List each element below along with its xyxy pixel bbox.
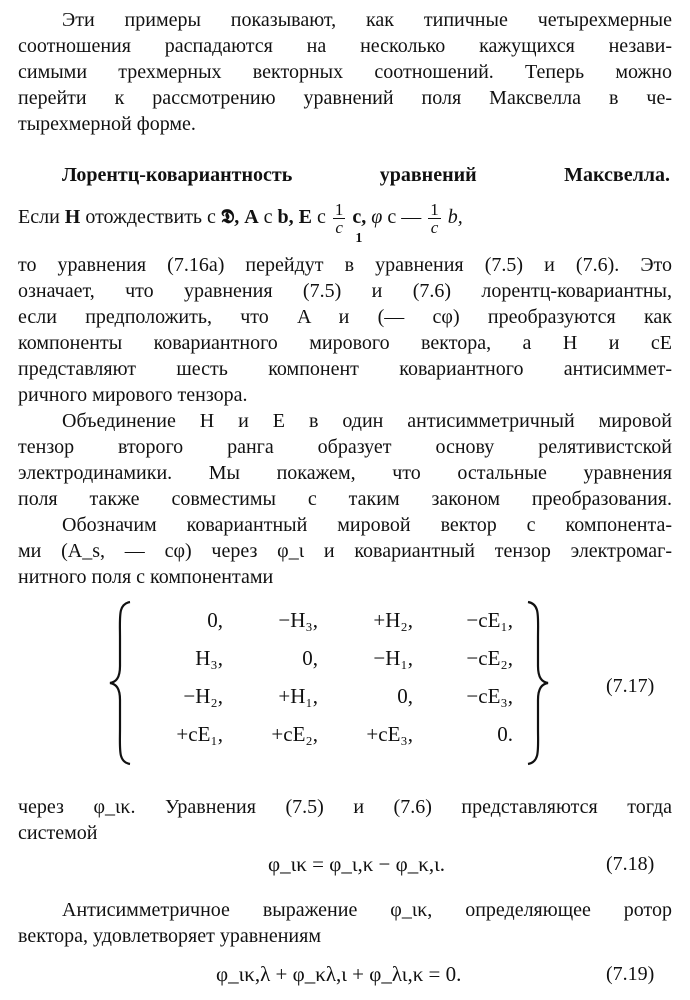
symbol-c1 [352, 206, 367, 247]
symbol-b: b, [447, 206, 463, 229]
equation-number: (7.17) [606, 675, 655, 697]
matrix-cell: −H₂, [183, 684, 223, 708]
matrix-cell: 0, [397, 684, 413, 708]
text-line: через φ_ικ. Уравнения (7.5) и (7.6) представляются тогда [18, 796, 672, 818]
text-line: соотношения распадаются на несколько кажущихся незави- [18, 35, 672, 57]
heading-word: Максвелла. [564, 164, 671, 186]
text: с — [387, 206, 422, 229]
symbol-E: E [298, 206, 313, 229]
text-line: Антисимметричное выражение φ_ικ, определяющее ротор [62, 899, 672, 921]
matrix-cell: +cE₁, [176, 722, 223, 746]
matrix-cell: 0, [302, 646, 318, 670]
text-line: Эти примеры показывают, как типичные четырехмерные [62, 9, 672, 31]
text: с [317, 206, 326, 229]
fraction-denominator: c [335, 218, 343, 237]
text-line: электродинамики. Мы покажем, что остальные уравнения [18, 462, 672, 484]
text-line: тырехмерной форме. [18, 113, 196, 135]
fraction-denominator: c [430, 218, 439, 237]
text-line: Объединение H и E в один антисимметричный мировой [62, 410, 672, 432]
matrix-cell: −cE₃, [466, 684, 513, 708]
fraction [428, 201, 441, 236]
subscript: 1 [355, 231, 363, 247]
text-line: ми (A_s, — cφ) через φ_ι и ковариантный тензор электромаг- [18, 540, 672, 562]
matrix-cell: −H₃, [278, 608, 318, 632]
text-line: Обозначим ковариантный мировой вектор с компонента- [62, 514, 672, 536]
text-line: если предположить, что A и (— cφ) преобразуются как [18, 306, 672, 328]
text: Если [18, 206, 60, 229]
text-line: нитного поля с компонентами [18, 566, 274, 588]
matrix-cell: 0, [207, 608, 223, 632]
equation-number: (7.18) [606, 853, 655, 875]
matrix-cell: +H₂, [373, 608, 413, 632]
tensor-matrix [108, 598, 558, 768]
equation-7-18: φ_ικ = φ_ι,κ − φ_κ,ι. [268, 852, 445, 876]
matrix-cell: +cE₂, [271, 722, 318, 746]
matrix-cell: +H₁, [278, 684, 318, 708]
matrix-cell: −cE₂, [466, 646, 513, 670]
text: отождествить с [85, 206, 216, 229]
heading-word: Лорентц-ковариантность [62, 164, 293, 186]
matrix-cell: H₃, [195, 646, 223, 670]
text-line: компоненты ковариантного мирового вектора, а H и cE [18, 332, 672, 354]
symbol-c: c, [352, 206, 367, 229]
symbol-A: A [244, 206, 259, 229]
matrix-cell: +cE₃, [366, 722, 413, 746]
text-line: означает, что уравнения (7.5) и (7.6) лорентц-ковариантны, [18, 280, 672, 302]
substitution-line [18, 201, 638, 245]
text-line: вектора, удовлетворяет уравнениям [18, 925, 321, 947]
text-line: поля также совместимы с таким законом преобразования. [18, 488, 672, 510]
matrix-cell: −H₁, [373, 646, 413, 670]
text-line: перейти к рассмотрению уравнений поля Максвелла в че- [18, 87, 672, 109]
symbol-phi: φ [371, 206, 383, 229]
text-line: системой [18, 822, 98, 844]
text-line: ричного мирового тензора. [18, 384, 248, 406]
text-line: тензор второго ранга образует основу релятивистской [18, 436, 672, 458]
equation-7-19: φ_ικ,λ + φ_κλ,ι + φ_λι,κ = 0. [216, 962, 462, 986]
fraction-numerator: 1 [430, 200, 439, 219]
symbol-D: 𝕯, [220, 206, 240, 229]
heading-word: уравнений [379, 164, 477, 186]
equation-number: (7.19) [606, 963, 655, 985]
text: с [263, 206, 273, 229]
fraction-numerator: 1 [334, 200, 344, 219]
matrix-cell: 0. [497, 722, 513, 746]
section-heading [62, 163, 670, 187]
symbol-b: b, [277, 206, 294, 229]
matrix-cell: −cE₁, [466, 608, 513, 632]
text-line: то уравнения (7.16а) перейдут в уравнения (7.5) и (7.6). Это [18, 254, 672, 276]
fraction [333, 201, 346, 236]
symbol-H: H [64, 206, 81, 229]
right-brace [528, 602, 548, 764]
text-line: симыми трехмерных векторных соотношений. Теперь можно [18, 61, 672, 83]
text-line: представляют шесть компонент ковариантного антисиммет- [18, 358, 672, 380]
